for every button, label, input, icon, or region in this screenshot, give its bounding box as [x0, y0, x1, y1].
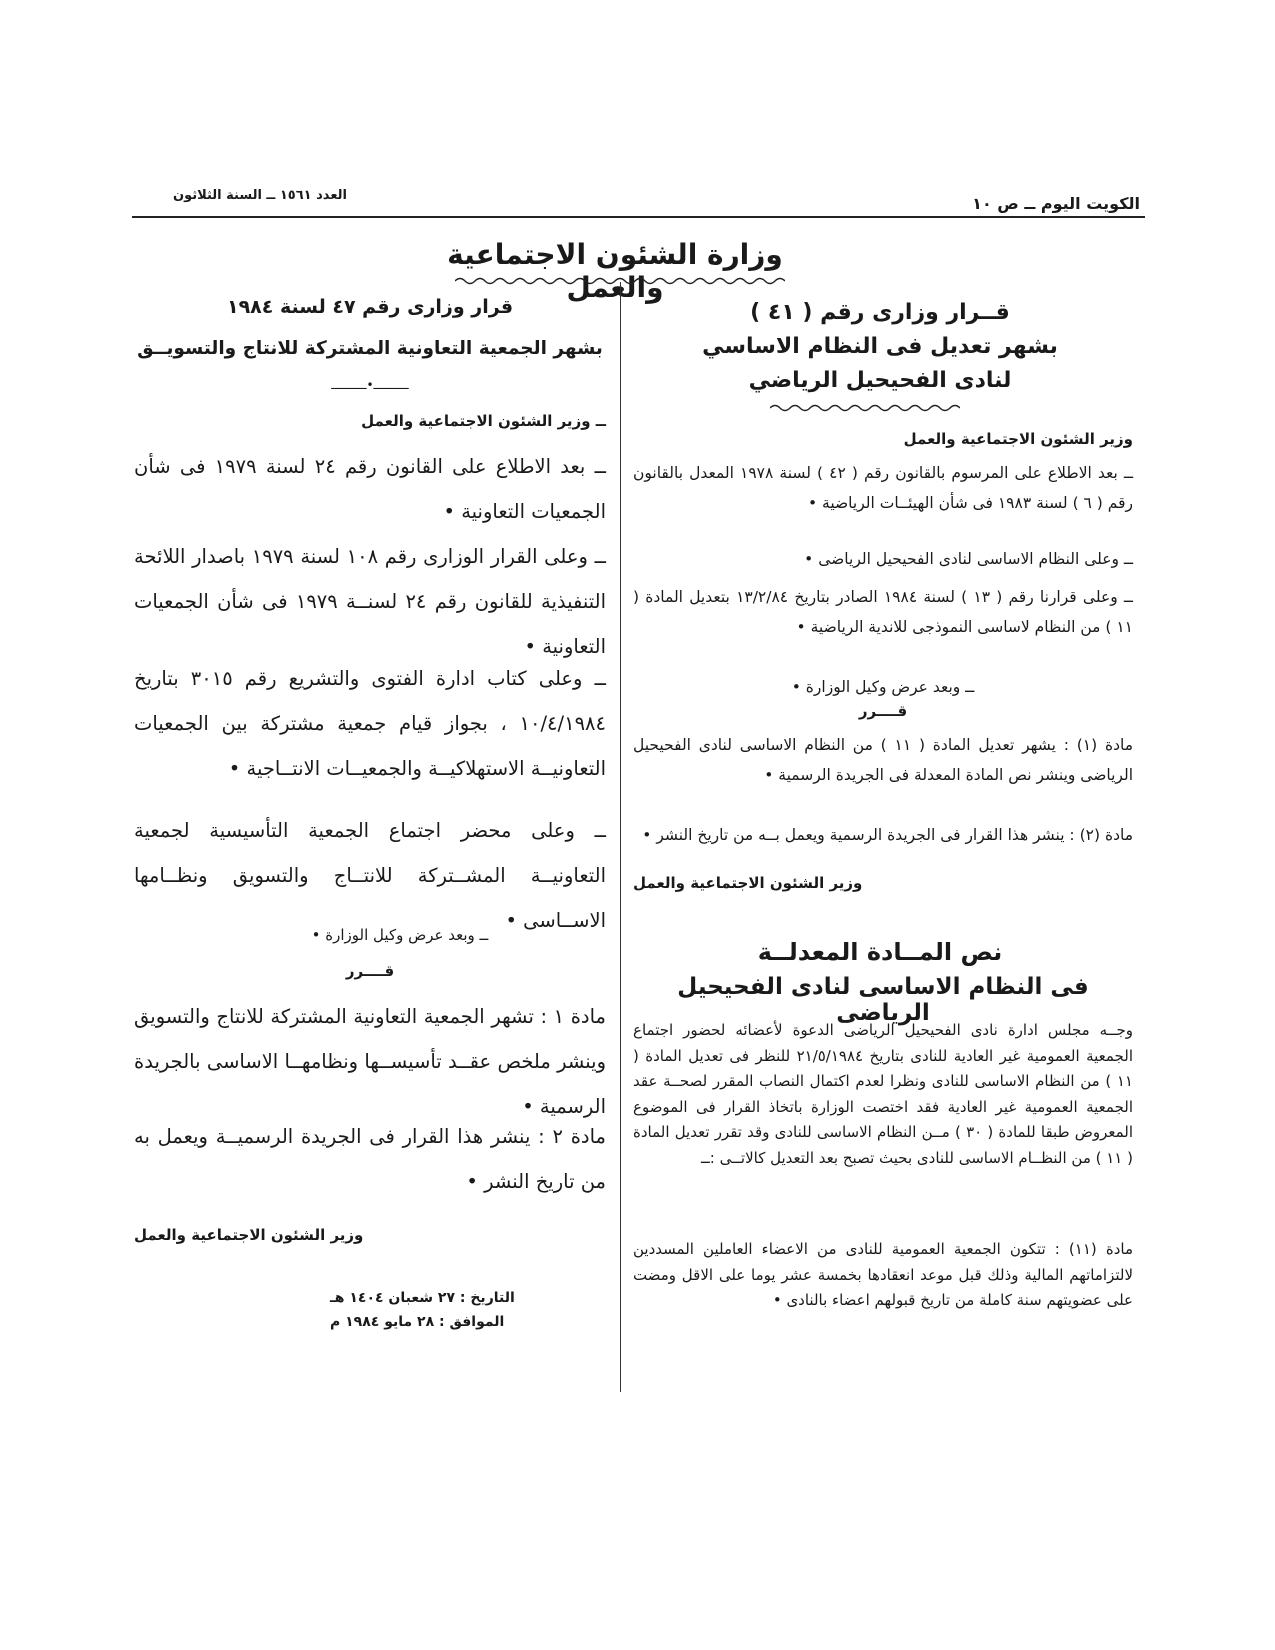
left-para-2: ــ وعلى القرار الوزارى رقم ١٠٨ لسنة ١٩٧٩ باصدار اللائحة التنفيذية للقانون رقم ٢٤ لسنــة ١٩٧٩ فى شأن الجمعيات التعاونية • — [134, 545, 606, 658]
page-header-left: العدد ١٥٦١ ــ السنة الثلاثون — [172, 188, 347, 203]
left-para-4: ــ وعلى محضر اجتماع الجمعية التأسيسية لجمعية التعاونيــة المشــتركة للانتــاج والتسويق ونظــامها الاســاسى • — [134, 819, 606, 932]
left-date-gregorian: الموافق : ٢٨ مايو ١٩٨٤ م — [330, 1314, 505, 1330]
left-para-5: ــ وبعد عرض وكيل الوزارة • — [311, 926, 489, 944]
column-divider — [620, 282, 621, 1392]
left-date-hijri: التاريخ : ٢٧ شعبان ١٤٠٤ هـ — [330, 1290, 515, 1306]
amended-article-subtitle: فى النظام الاساسى لنادى الفحيحيل الرياضى — [677, 974, 1089, 1026]
right-decree-title: قــرار وزارى رقم ( ٤١ ) — [750, 300, 1010, 325]
right-article-2: مادة (٢) : ينشر هذا القرار فى الجريدة الرسمية ويعمل بــه من تاريخ النشر • — [642, 826, 1133, 844]
page-header-right: الكويت اليوم ــ ص ١٠ — [972, 194, 1140, 213]
left-minister-intro: ــ وزير الشئون الاجتماعية والعمل — [361, 412, 606, 430]
left-article-1: مادة ١ : تشهر الجمعية التعاونية المشتركة للانتاج والتسويق وينشر ملخص عقــد تأسيســها ونظامهــا الاساسى بالجريدة الرسمية • — [134, 1005, 606, 1118]
right-minister-intro: وزير الشئون الاجتماعية والعمل — [903, 430, 1133, 448]
amended-article-title: نص المــادة المعدلــة — [757, 938, 1003, 966]
left-para-3: ــ وعلى كتاب ادارة الفتوى والتشريع رقم ٣٠١٥ بتاريخ ١٠/٤/١٩٨٤ ، بجواز قيام جمعية مشتركة بين الجمعيات التعاونيــة الاستهلاكيــة والجمعيــات الانتــاجية • — [134, 667, 606, 780]
right-para-4: ــ وبعد عرض وكيل الوزارة • — [791, 678, 975, 696]
right-decree-subtitle: بشهر تعديل فى النظام الاساسي — [702, 334, 1058, 359]
right-decree-subtitle-2: لنادى الفحيحيل الرياضي — [748, 368, 1012, 393]
left-signature: وزير الشئون الاجتماعية والعمل — [134, 1226, 364, 1244]
left-title-separator: ــــــــــ•ــــــــــ — [331, 378, 409, 392]
right-title-underline — [770, 403, 960, 413]
left-decides: قــــرر — [345, 962, 395, 980]
amended-para-1: وجــه مجلس ادارة نادى الفحيحيل الرياضى الدعوة لأعضائه لحضور اجتماع الجمعية العمومية غير العادية للنادى بتاريخ ٢١/٥/١٩٨٤ للنظر فى تعديل المادة ( ١١ ) من النظام الاساسى للنادى ونظرا لعدم اكتمال النصاب المقرر لصحــة عقد الجمعية العمومية غير العادية فقد اختصت الوزارة باتخاذ القرار فى الموضوع المعروض طبقا للمادة ( ٣٠ ) مــن النظام الاساسى للنادى وقد تقرر تعديل المادة ( ١١ ) من النظــام الاساسى للنادى بحيث تصبح بعد التعديل كالاتــى :ــ — [633, 1021, 1134, 1167]
right-article-1: مادة (١) : يشهر تعديل المادة ( ١١ ) من النظام الاساسى لنادى الفحيحيل الرياضى وينشر نص المادة المعدلة فى الجريدة الرسمية • — [633, 736, 1133, 784]
left-decree-title: قرار وزارى رقم ٤٧ لسنة ١٩٨٤ — [226, 296, 514, 318]
left-decree-subtitle: بشهر الجمعية التعاونية المشتركة للانتاج والتسويــق — [137, 338, 603, 359]
right-para-2: ــ وعلى النظام الاساسى لنادى الفحيحيل الرياضى • — [804, 550, 1133, 568]
left-article-2: مادة ٢ : ينشر هذا القرار فى الجريدة الرسميــة ويعمل به من تاريخ النشر • — [134, 1125, 606, 1193]
right-decides: قــــرر — [858, 702, 908, 720]
right-signature: وزير الشئون الاجتماعية والعمل — [633, 874, 863, 892]
header-rule — [132, 216, 1145, 218]
left-para-1: ــ بعد الاطلاع على القانون رقم ٢٤ لسنة ١٩٧٩ فى شأن الجمعيات التعاونية • — [134, 455, 607, 523]
right-para-1: ــ بعد الاطلاع على المرسوم بالقانون رقم ( ٤٢ ) لسنة ١٩٧٨ المعدل بالقانون رقم ( ٦ ) لسنة ١٩٨٣ فى شأن الهيئــات الرياضية • — [633, 464, 1133, 512]
amended-para-2: مادة (١١) : تتكون الجمعية العمومية للنادى من الاعضاء العاملين المسددين لالتزاماتهم المالية وذلك قبل موعد انعقادها بخمسة عشر يوما على الاقل ومضت على عضويتهم سنة كاملة من تاريخ قبولهم اعضاء بالنادى • — [633, 1240, 1134, 1309]
right-para-3: ــ وعلى قرارنا رقم ( ١٣ ) لسنة ١٩٨٤ الصادر بتاريخ ١٣/٢/٨٤ بتعديل المادة ( ١١ ) من النظام لاساسى النموذجى للاندية الرياضية • — [633, 588, 1133, 636]
ministry-title: وزارة الشئون الاجتماعية والعمل — [447, 238, 783, 304]
